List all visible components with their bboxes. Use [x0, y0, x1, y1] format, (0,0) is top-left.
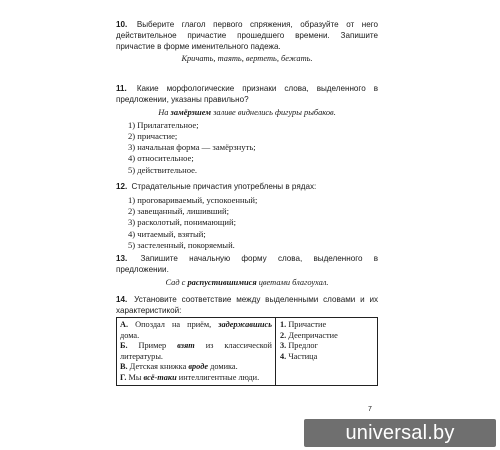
option-label: Деепричастие [288, 330, 338, 340]
item-letter: Г. [120, 372, 127, 382]
watermark-logo: universal.by [304, 419, 496, 447]
answer-option: 1) Прилагательное; [128, 119, 199, 130]
item-text: дома. [120, 330, 140, 340]
matching-item [120, 341, 272, 362]
question-number: 13. [116, 254, 128, 263]
question-number: 14. [116, 295, 128, 304]
item-text: Мы [126, 372, 144, 382]
question-prompt: Выберите глагол первого спряжения, образуйте от него действительное причастие прошедшего времени. Запишите причастие в форме именительного падежа. [116, 20, 379, 51]
answer-option: 3) начальная форма — замёрзнуть; [128, 142, 256, 153]
matching-option [279, 331, 374, 342]
example-sentence [116, 107, 378, 118]
answer-options [116, 120, 378, 176]
item-text: Пример [127, 341, 178, 350]
highlighted-word: всё-таки [143, 372, 177, 382]
question-11-text [116, 84, 378, 106]
answer-option: 4) читаемый, взятый; [128, 228, 206, 239]
highlighted-word: замёрзшем [170, 107, 212, 117]
example-sentence [116, 277, 378, 288]
answer-option: 5) застеленный, покоряемый. [128, 239, 235, 250]
matching-left-column [117, 318, 276, 386]
highlighted-word: взят [177, 341, 195, 350]
question-number: 11. [116, 84, 127, 93]
option-number: 1. [280, 320, 287, 329]
example-text: Сад с [165, 277, 188, 287]
question-prompt: Какие морфологические признаки слова, выделенного в предложении, указаны правильно? [116, 84, 378, 104]
page-number: 7 [368, 406, 372, 413]
matching-right-column [276, 318, 378, 386]
answer-option: 1) проговариваемый, успокоенный; [128, 194, 258, 205]
matching-option [279, 352, 374, 363]
item-text: интеллигентные люди. [176, 372, 260, 382]
option-number: 2. [280, 330, 287, 340]
option-label: Причастие [288, 320, 327, 329]
question-prompt: Установите соответствие между выделенными словами и их характеристикой: [116, 295, 379, 315]
item-letter: Б. [120, 341, 128, 350]
answer-options [116, 195, 378, 251]
highlighted-word: вроде [188, 362, 209, 371]
example-text: заливе виднелись фигуры рыбаков. [211, 107, 336, 117]
answer-option: 4) относительное; [128, 153, 194, 164]
matching-option [279, 341, 374, 352]
item-letter: А. [120, 320, 129, 329]
question-12 [116, 182, 378, 251]
question-10-text [116, 20, 378, 52]
matching-item [120, 320, 272, 341]
matching-item [120, 362, 272, 373]
item-letter: В. [120, 362, 128, 371]
question-12-text [116, 182, 378, 193]
matching-item [120, 373, 272, 384]
answer-option: 2) завещанный, лишивший; [128, 206, 230, 217]
item-text: домика. [208, 362, 238, 371]
question-prompt: Страдательные причастия употреблены в рядах: [131, 182, 317, 191]
highlighted-word: распустившимися [187, 277, 257, 287]
question-number: 10. [116, 20, 128, 29]
option-label: Предлог [288, 341, 318, 350]
example-text: цветами благоухал. [256, 277, 329, 287]
option-number: 4. [280, 351, 287, 361]
item-text: Опоздал на приём, [128, 320, 219, 329]
question-14-text [116, 295, 378, 317]
item-text: из классической литературы. [120, 341, 272, 361]
example-sentence: Кричать, таять, вертеть, бежать. [181, 54, 313, 64]
matching-option [279, 320, 374, 331]
question-14 [116, 295, 378, 317]
question-13 [116, 254, 378, 288]
question-10 [116, 20, 378, 64]
question-11 [116, 84, 378, 176]
question-13-text [116, 254, 378, 276]
question-prompt: Запишите начальную форму слова, выделенного в предложении. [116, 254, 378, 274]
question-number: 12. [116, 182, 128, 191]
example-text: На [158, 107, 171, 117]
answer-option: 2) причастие; [128, 130, 178, 141]
option-label: Частица [288, 351, 318, 361]
item-text: Детская книжка [127, 362, 189, 371]
option-number: 3. [280, 341, 287, 350]
highlighted-word: задержавшись [218, 320, 272, 329]
matching-table [116, 317, 378, 386]
answer-option: 3) расколотый, понимающий; [128, 217, 236, 228]
answer-option: 5) действительное. [128, 164, 198, 175]
